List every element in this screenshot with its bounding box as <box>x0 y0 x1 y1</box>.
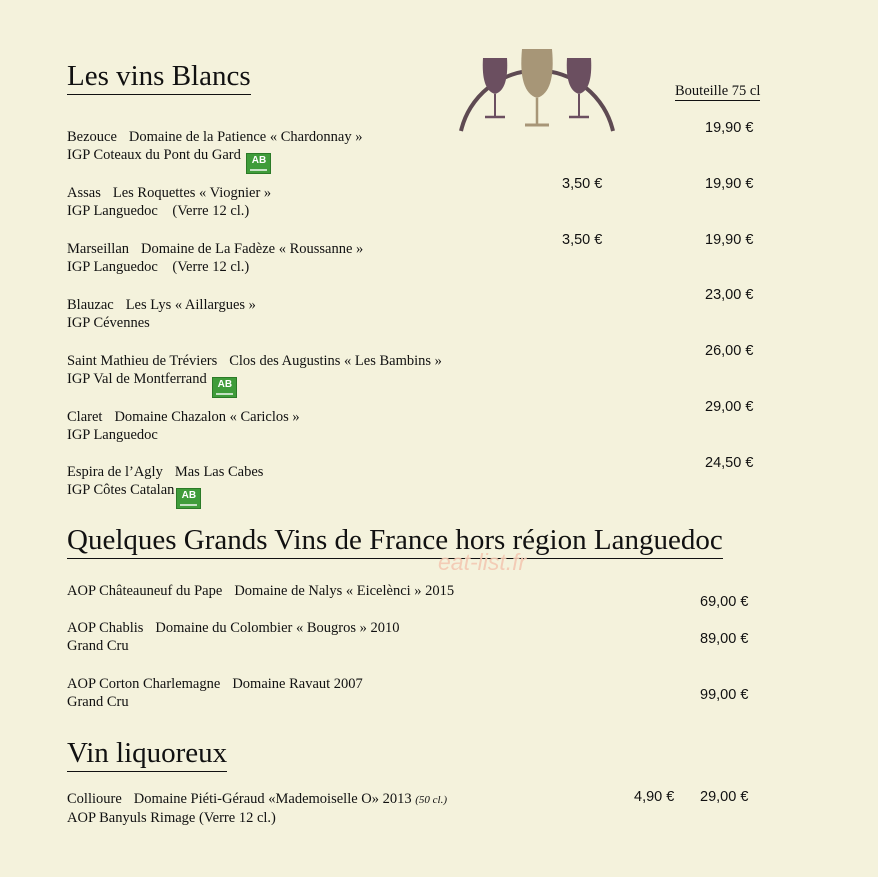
section-title-grands-vins: Quelques Grands Vins de France hors région Languedoc <box>67 523 723 559</box>
wine-village: Saint Mathieu de Tréviers <box>67 353 218 369</box>
organic-bio-icon: AB <box>246 153 271 174</box>
wine-domain: Domaine de la Patience « Chardonnay » <box>128 129 363 145</box>
wine-village: Assas <box>67 185 101 201</box>
wine-domain: Clos des Augustins « Les Bambins » <box>229 353 442 369</box>
bottle-price: 26,00 € <box>705 343 754 359</box>
bottle-price: 23,00 € <box>705 287 754 303</box>
wine-item <box>67 582 454 600</box>
wine-appellation: AOP Chablis <box>67 620 144 636</box>
bottle-price: 19,90 € <box>705 120 754 136</box>
glass-price: 4,90 € <box>634 789 675 805</box>
wine-appellation: IGP Languedoc <box>67 427 158 443</box>
wine-village: Marseillan <box>67 241 130 257</box>
wine-glass-center-icon <box>521 49 552 125</box>
wine-appellation: AOP Corton Charlemagne <box>67 676 221 692</box>
wine-appellation: IGP Val de Montferrand <box>67 371 207 387</box>
bottle-price: 29,00 € <box>700 789 749 805</box>
wine-domain: Les Roquettes « Viognier » <box>112 185 272 201</box>
wine-item <box>67 790 447 827</box>
section-title-blancs: Les vins Blancs <box>67 59 251 95</box>
wine-domain: Les Lys « Aillargues » <box>125 297 256 313</box>
wine-item <box>67 296 256 332</box>
wine-item <box>67 184 271 220</box>
wine-item <box>67 619 399 655</box>
bottle-price: 99,00 € <box>700 687 749 703</box>
wine-glasses-logo <box>455 10 619 136</box>
wine-item <box>67 463 263 509</box>
wine-domain: Domaine de La Fadèze « Roussanne » <box>141 241 364 257</box>
glass-price: 3,50 € <box>562 232 603 248</box>
section-title-liquoreux: Vin liquoreux <box>67 736 227 772</box>
wine-appellation: IGP Côtes Catalan <box>67 482 175 498</box>
wine-domain: Domaine de Nalys « Eicelènci » 2015 <box>234 583 455 599</box>
wine-item <box>67 408 300 444</box>
wine-appellation: IGP Cévennes <box>67 315 150 331</box>
wine-item <box>67 128 362 174</box>
wine-appellation: IGP Languedoc (Verre 12 cl.) <box>67 203 250 219</box>
wine-classification: Grand Cru <box>67 694 129 710</box>
wine-item <box>67 352 442 398</box>
wine-domain: Domaine Piéti-Géraud «Mademoiselle O» 2013 <box>133 791 412 807</box>
wine-village: Bezouce <box>67 129 117 145</box>
wine-appellation: IGP Languedoc (Verre 12 cl.) <box>67 259 250 275</box>
wine-classification: Grand Cru <box>67 638 129 654</box>
bottle-price: 29,00 € <box>705 399 754 415</box>
bottle-column-header: Bouteille 75 cl <box>675 83 761 99</box>
wine-domain: Domaine Ravaut 2007 <box>232 676 363 692</box>
wine-item <box>67 240 363 276</box>
bottle-price: 19,90 € <box>705 176 754 192</box>
organic-bio-icon: AB <box>212 377 237 398</box>
bottle-price: 19,90 € <box>705 232 754 248</box>
glass-price: 3,50 € <box>562 176 603 192</box>
bottle-price: 89,00 € <box>700 631 749 647</box>
wine-village: Collioure <box>67 791 122 807</box>
wine-domain: Domaine Chazalon « Cariclos » <box>114 409 300 425</box>
wine-appellation: IGP Coteaux du Pont du Gard <box>67 147 241 163</box>
bottle-price: 24,50 € <box>705 455 754 471</box>
bottle-price: 69,00 € <box>700 594 749 610</box>
wine-village: Espira de l’Agly <box>67 464 163 480</box>
wine-appellation: AOP Banyuls Rimage (Verre 12 cl.) <box>67 810 276 826</box>
wine-village: Claret <box>67 409 103 425</box>
organic-bio-icon: AB <box>176 488 201 509</box>
wine-domain: Mas Las Cabes <box>174 464 264 480</box>
wine-item <box>67 675 363 711</box>
watermark: eat-list.fr <box>438 549 527 575</box>
wine-appellation: AOP Châteauneuf du Pape <box>67 583 223 599</box>
wine-village: Blauzac <box>67 297 114 313</box>
wine-domain: Domaine du Colombier « Bougros » 2010 <box>155 620 400 636</box>
bottle-size-note: (50 cl.) <box>415 794 448 806</box>
